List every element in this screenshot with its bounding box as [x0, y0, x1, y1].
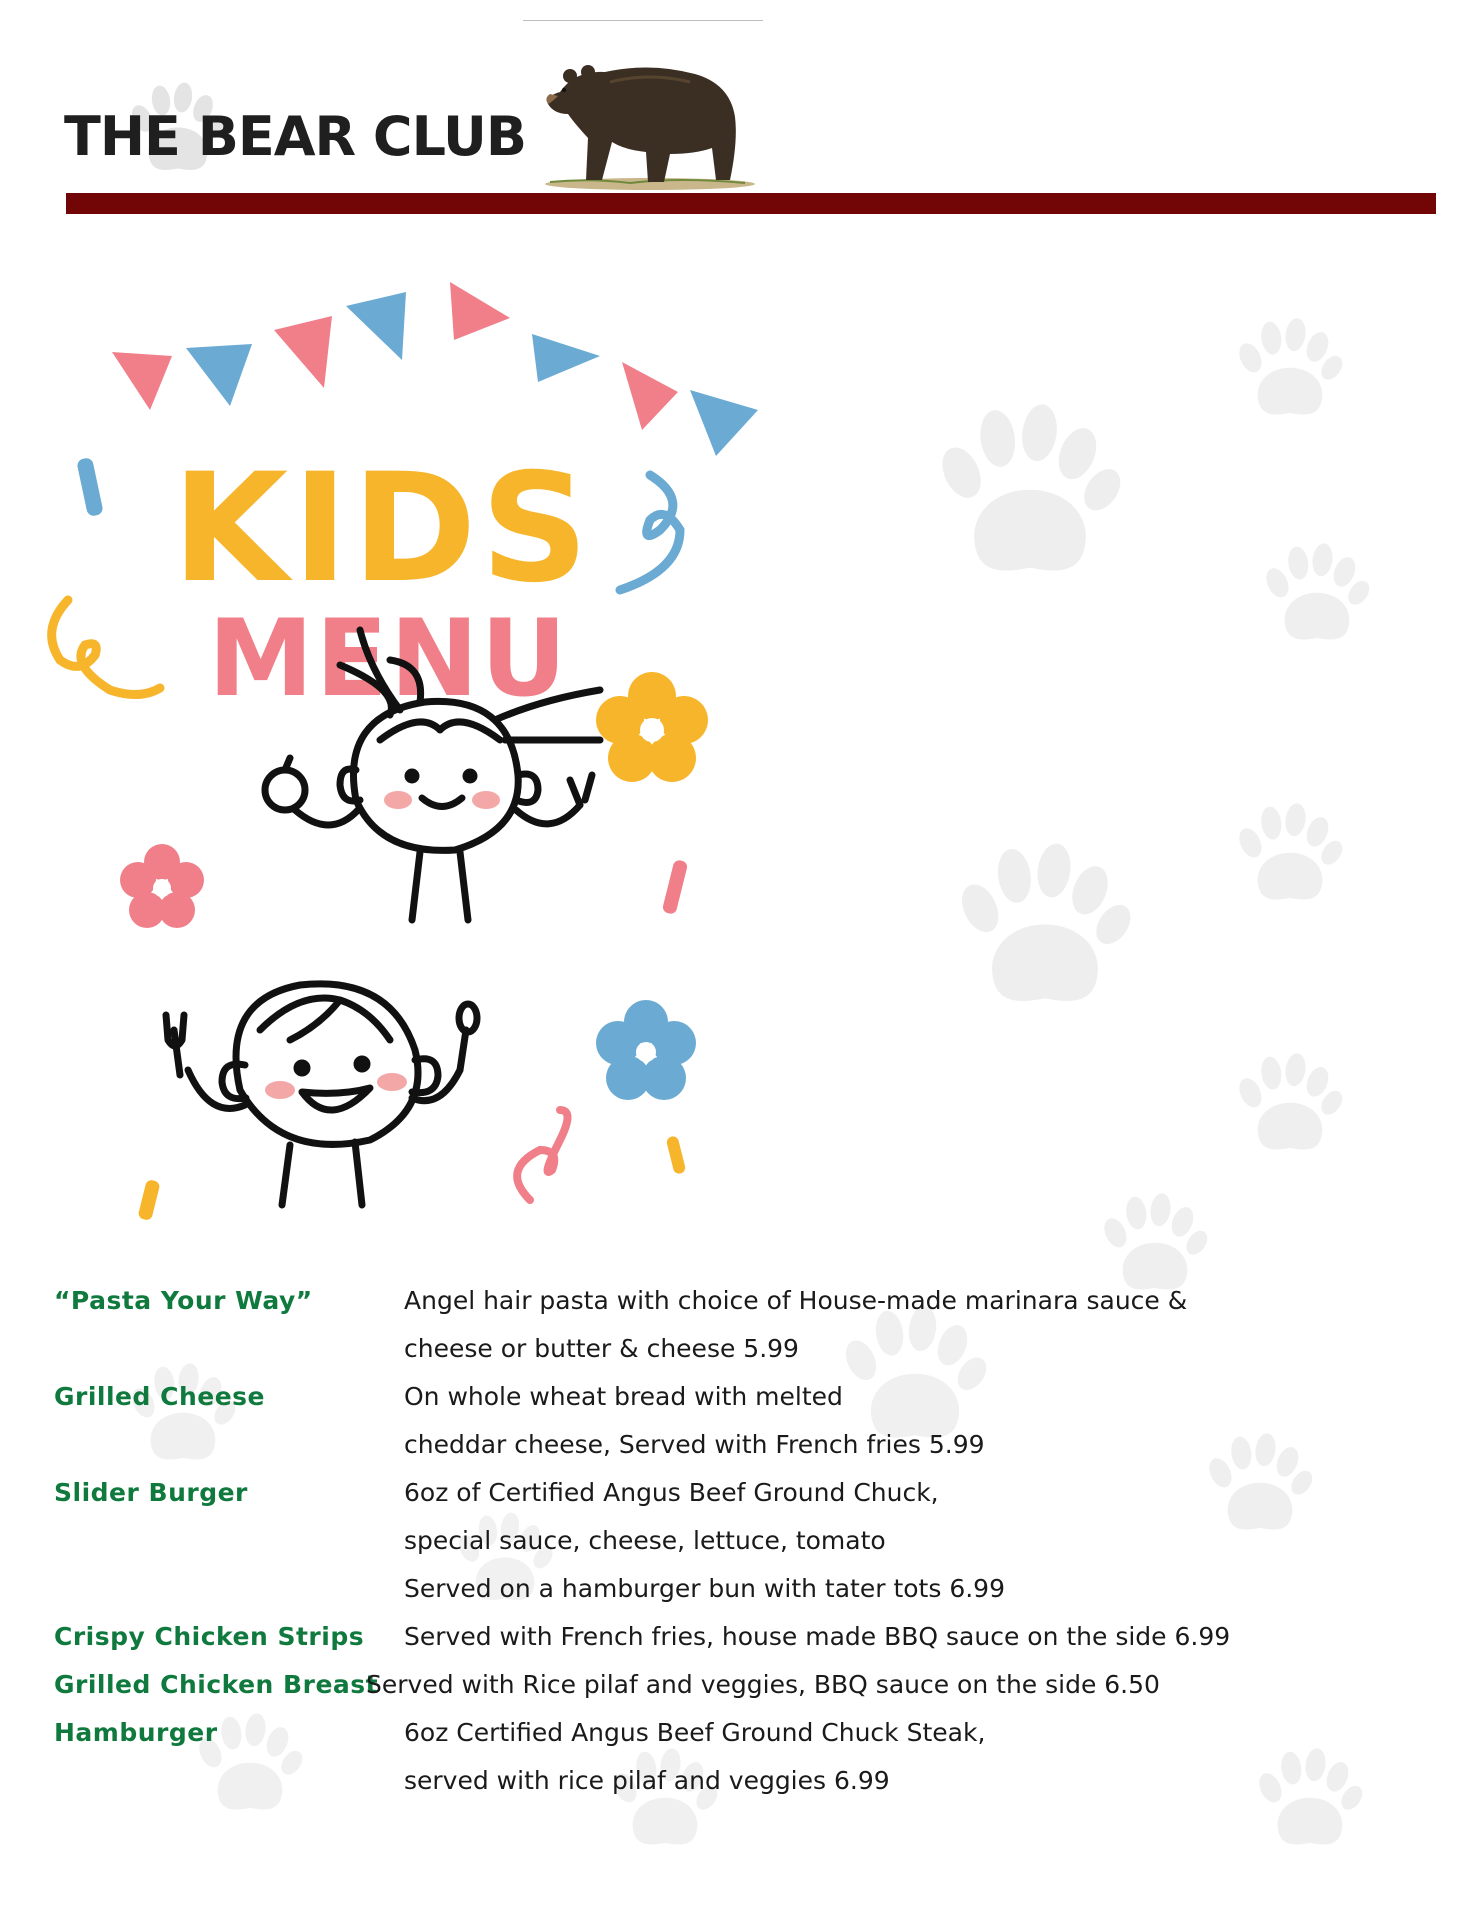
menu-item-description: Served on a hamburger bun with tater tots 6.99 — [404, 1574, 1005, 1603]
menu-item-description: On whole wheat bread with melted — [404, 1382, 843, 1411]
flower-icon — [596, 1000, 696, 1100]
paw-print-icon — [1100, 1180, 1210, 1300]
paw-print-icon — [1262, 530, 1372, 650]
menu-heading: MENU — [208, 597, 569, 720]
menu-item-description: special sauce, cheese, lettuce, tomato — [404, 1526, 886, 1555]
menu-item-name: “Pasta Your Way” — [54, 1286, 313, 1315]
paw-print-icon — [610, 1735, 720, 1855]
top-rule — [523, 20, 763, 21]
menu-item-description: 6oz of Certified Angus Beef Ground Chuck, — [404, 1478, 939, 1507]
paw-print-icon — [1235, 790, 1345, 910]
menu-item-name: Grilled Cheese — [54, 1382, 266, 1411]
kids-menu-illustration — [40, 270, 780, 1230]
kids-heading: KIDS — [172, 442, 593, 616]
menu-item-description: Served with French fries, house made BBQ sauce on the side 6.99 — [404, 1622, 1231, 1651]
flower-icon — [120, 844, 204, 928]
menu-item-description: 6oz Certified Angus Beef Ground Chuck Steak, — [404, 1718, 986, 1747]
bear-icon — [530, 52, 760, 192]
menu-item-description: served with rice pilaf and veggies 6.99 — [404, 1766, 890, 1795]
paw-print-icon — [1235, 305, 1345, 425]
menu-item-name: Slider Burger — [54, 1478, 248, 1507]
paw-print-icon — [935, 385, 1125, 585]
menu-item-name: Grilled Chicken Breast — [54, 1670, 379, 1699]
page-title: THE BEAR CLUB — [64, 105, 527, 168]
header-divider-bar — [66, 193, 1436, 214]
menu-item-name: Crispy Chicken Strips — [54, 1622, 365, 1651]
paw-print-icon — [1205, 1420, 1315, 1540]
menu-item-description: Served with Rice pilaf and veggies, BBQ sauce on the side 6.50 — [366, 1670, 1160, 1699]
menu-item-description: Angel hair pasta with choice of House-made marinara sauce & — [404, 1286, 1188, 1315]
flower-icon — [596, 672, 708, 782]
menu-item-description: cheese or butter & cheese 5.99 — [404, 1334, 799, 1363]
bunting-flags — [112, 282, 758, 456]
boy-holding-fork-spoon — [166, 984, 477, 1205]
menu-item-name: Hamburger — [54, 1718, 218, 1747]
paw-print-icon — [1235, 1040, 1345, 1160]
paw-print-icon — [1255, 1735, 1365, 1855]
paw-print-icon — [955, 820, 1135, 1020]
menu-item-description: cheddar cheese, Served with French fries 5.99 — [404, 1430, 985, 1459]
